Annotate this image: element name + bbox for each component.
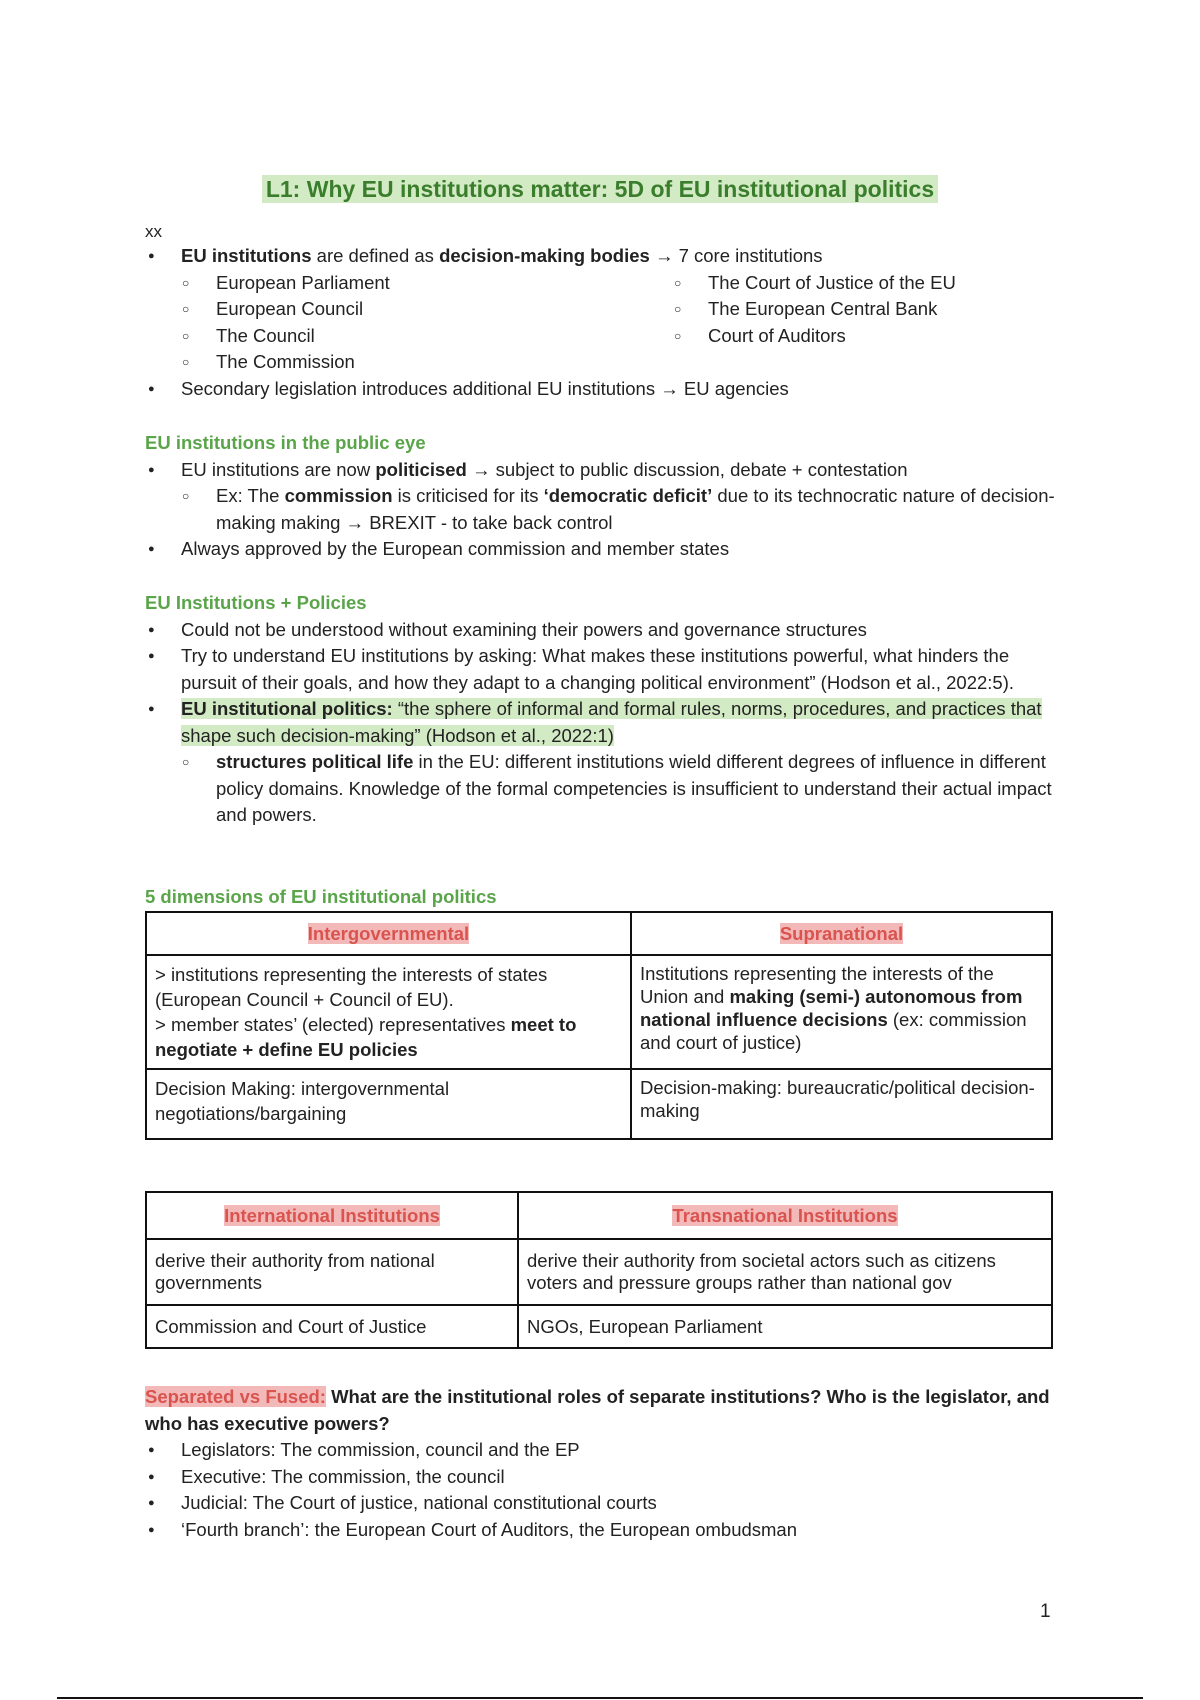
table-row xyxy=(146,955,1052,1069)
section-heading: EU Institutions + Policies xyxy=(145,592,367,613)
table-header: Intergovernmental xyxy=(146,912,631,955)
separated-section xyxy=(145,1384,1065,1543)
table-cell: NGOs, European Parliament xyxy=(518,1305,1052,1348)
table-header: Supranational xyxy=(631,912,1052,955)
table-cell: derive their authority from societal actors such as citizens voters and pressure groups rather than national gov xyxy=(518,1239,1052,1305)
list-item: ○ European Council xyxy=(145,296,637,323)
list-item: ○ The Commission xyxy=(145,349,637,376)
table-cell: Decision Making: intergovernmental negotiations/bargaining xyxy=(146,1069,631,1139)
list-item: ○ Ex: The commission is criticised for its ‘democratic deficit’ due to its technocratic nature of decision-making making → BREXIT - to take back control xyxy=(145,483,1065,536)
table-cell: Decision-making: bureaucratic/political decision-making xyxy=(631,1069,1052,1139)
table-header-row xyxy=(146,912,1052,955)
dimensions-section xyxy=(145,884,1065,911)
institution-columns xyxy=(145,270,1065,376)
dimensions-table-2 xyxy=(145,1191,1053,1349)
page-number: 1 xyxy=(1040,1601,1051,1622)
list-item: ● Executive: The commission, the council xyxy=(145,1464,1065,1491)
section-heading: 5 dimensions of EU institutional politics xyxy=(145,886,497,907)
policies-section xyxy=(145,590,1065,829)
list-item: ● Could not be understood without examining their powers and governance structures xyxy=(145,617,1065,644)
list-item: ○ The European Central Bank xyxy=(637,296,1037,323)
page-title: L1: Why EU institutions matter: 5D of EU institutional politics xyxy=(0,176,1200,203)
table-cell: > institutions representing the interests of states (European Council + Council of EU). > member states’ (elected) representatives meet to negotiate + define EU policies xyxy=(146,955,631,1069)
list-item: ● ‘Fourth branch’: the European Court of Auditors, the European ombudsman xyxy=(145,1517,1065,1544)
table-cell: Institutions representing the interests of the Union and making (semi-) autonomous from national influence decisions (ex: commission and court of justice) xyxy=(631,955,1052,1069)
list-item: ○ The Council xyxy=(145,323,637,350)
table-cell: Commission and Court of Justice xyxy=(146,1305,518,1348)
table-row xyxy=(146,1069,1052,1139)
list-item: ● Always approved by the European commission and member states xyxy=(145,536,1065,563)
table-header-row xyxy=(146,1192,1052,1239)
table-row xyxy=(146,1305,1052,1348)
list-item: ● EU institutions are defined as decision-making bodies → 7 core institutions xyxy=(145,243,1065,270)
intro-section xyxy=(145,243,1065,402)
list-item: ● EU institutions are now politicised → subject to public discussion, debate + contestation xyxy=(145,457,1065,484)
list-item: ○ structures political life in the EU: different institutions wield different degrees of influence in different policy domains. Knowledge of the formal competencies is insufficient to understand their actual impact and powers. xyxy=(145,749,1065,829)
list-item: ● Secondary legislation introduces additional EU institutions → EU agencies xyxy=(145,376,1065,403)
page-divider xyxy=(57,1697,1143,1699)
highlighted-definition: EU institutional politics: “the sphere of informal and formal rules, norms, procedures, and practices that shape such decision-making” (Hodson et al., 2022:1) xyxy=(181,698,1042,746)
list-item: ● Legislators: The commission, council and the EP xyxy=(145,1437,1065,1464)
table-header: Transnational Institutions xyxy=(518,1192,1052,1239)
public-eye-section xyxy=(145,430,1065,563)
placeholder-text: xx xyxy=(145,222,162,241)
table-row xyxy=(146,1239,1052,1305)
list-item: ○ The Court of Justice of the EU xyxy=(637,270,1037,297)
dimensions-table-1 xyxy=(145,911,1053,1140)
list-item: ● Try to understand EU institutions by asking: What makes these institutions powerful, what hinders the pursuit of their goals, and how they adapt to a changing political environment” (Hodson et al., 2022:5). xyxy=(145,643,1065,696)
table-header: International Institutions xyxy=(146,1192,518,1239)
list-item: ○ Court of Auditors xyxy=(637,323,1037,350)
section-heading: EU institutions in the public eye xyxy=(145,432,426,453)
institution-list-left xyxy=(145,270,637,376)
list-item: ● Judicial: The Court of justice, national constitutional courts xyxy=(145,1490,1065,1517)
table-cell: derive their authority from national governments xyxy=(146,1239,518,1305)
list-item: ○ European Parliament xyxy=(145,270,637,297)
institution-list-right xyxy=(637,270,1037,376)
section-question: Separated vs Fused: What are the institutional roles of separate institutions? Who is the legislator, and who has executive powers? xyxy=(145,1386,1050,1434)
list-item xyxy=(145,696,1065,749)
